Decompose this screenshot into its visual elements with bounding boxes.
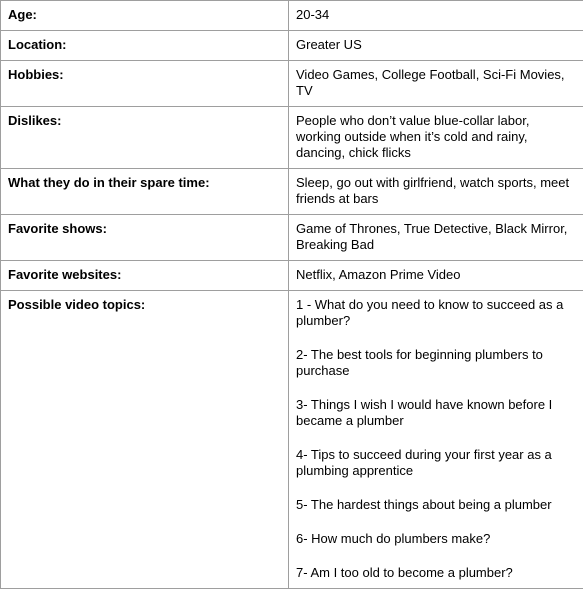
table-row-location bbox=[1, 31, 583, 61]
table-row-favorite-websites bbox=[1, 261, 583, 291]
table-row-dislikes bbox=[1, 107, 583, 169]
row-value: Video Games, College Football, Sci-Fi Movies, TV bbox=[289, 61, 583, 107]
row-value: Game of Thrones, True Detective, Black Mirror, Breaking Bad bbox=[289, 215, 583, 261]
row-label: Age: bbox=[1, 1, 289, 31]
video-topic-item: 2- The best tools for beginning plumbers to purchase bbox=[296, 347, 543, 378]
row-label: Favorite websites: bbox=[1, 261, 289, 291]
row-value: Sleep, go out with girlfriend, watch sports, meet friends at bars bbox=[289, 169, 583, 215]
row-label: Hobbies: bbox=[1, 61, 289, 107]
row-label: Dislikes: bbox=[1, 107, 289, 169]
row-value: People who don’t value blue-collar labor, working outside when it’s cold and rainy, dancing, chick flicks bbox=[289, 107, 583, 169]
table-row-spare-time bbox=[1, 169, 583, 215]
table-row-favorite-shows bbox=[1, 215, 583, 261]
row-value: Greater US bbox=[289, 31, 583, 61]
row-label: Location: bbox=[1, 31, 289, 61]
video-topic-item: 4- Tips to succeed during your first year as a plumbing apprentice bbox=[296, 447, 552, 478]
table-row-video-topics bbox=[1, 291, 583, 589]
row-label: Favorite shows: bbox=[1, 215, 289, 261]
video-topic-item: 5- The hardest things about being a plumber bbox=[296, 497, 552, 512]
video-topic-item: 6- How much do plumbers make? bbox=[296, 531, 491, 546]
video-topic-item: 3- Things I wish I would have known before I became a plumber bbox=[296, 397, 553, 428]
table-row-age bbox=[1, 1, 583, 31]
row-label: What they do in their spare time: bbox=[1, 169, 289, 215]
row-value: 20-34 bbox=[289, 1, 583, 31]
row-value: Netflix, Amazon Prime Video bbox=[289, 261, 583, 291]
video-topics-list bbox=[289, 291, 583, 589]
row-label: Possible video topics: bbox=[1, 291, 289, 589]
table-row-hobbies bbox=[1, 61, 583, 107]
video-topic-item: 1 - What do you need to know to succeed as a plumber? bbox=[296, 297, 564, 328]
video-topic-item: 7- Am I too old to become a plumber? bbox=[296, 565, 513, 580]
